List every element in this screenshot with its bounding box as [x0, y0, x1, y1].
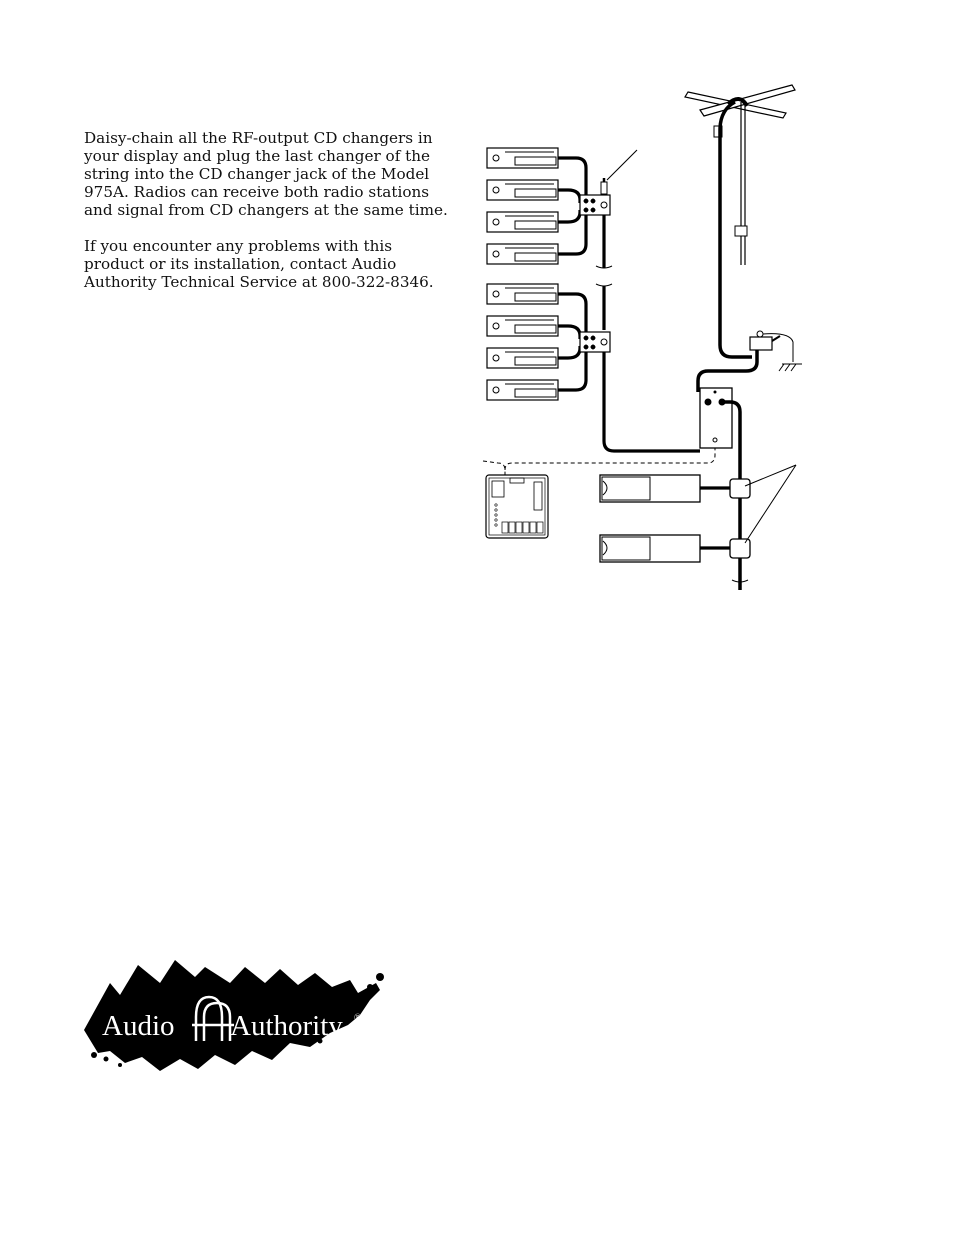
cd-changer-group-1 [487, 148, 558, 264]
radio-display-unit [600, 475, 700, 502]
support-paragraph: If you encounter any problems with this product or its installation, contact Audio Authority Technical Service at 800-322-8346. [84, 237, 434, 291]
circuit-board-icon [486, 475, 548, 538]
model-975a-unit [700, 388, 732, 448]
registered-mark: ® [354, 1013, 362, 1024]
radio-display-unit [600, 535, 700, 562]
cd-changer-unit [487, 244, 558, 264]
cd-changer-group-2 [487, 284, 558, 400]
combiner-icon [580, 332, 610, 352]
cd-changer-unit [487, 380, 558, 400]
audio-authority-logo [80, 955, 390, 1075]
cd-changer-unit [487, 148, 558, 168]
logo-word-audio: Audio [102, 1010, 175, 1042]
wiring-diagram [470, 78, 830, 598]
cd-changer-unit [487, 180, 558, 200]
tap-icon [730, 479, 750, 498]
logo-word-authority: Authority [230, 1010, 343, 1042]
antenna-icon [685, 85, 795, 265]
combiner-icon [580, 195, 610, 215]
cd-changer-unit [487, 348, 558, 368]
instructions-text [84, 129, 456, 309]
cd-changer-unit [487, 284, 558, 304]
cd-changer-unit [487, 212, 558, 232]
daisy-chain-paragraph: Daisy-chain all the RF-output CD changers in your display and plug the last changer of the string into the CD changer jack of the Model 975A. Radios can receive both radio stations and signal from CD changers at the same time. [84, 129, 448, 219]
cd-changer-unit [487, 316, 558, 336]
tap-icon [730, 539, 750, 558]
